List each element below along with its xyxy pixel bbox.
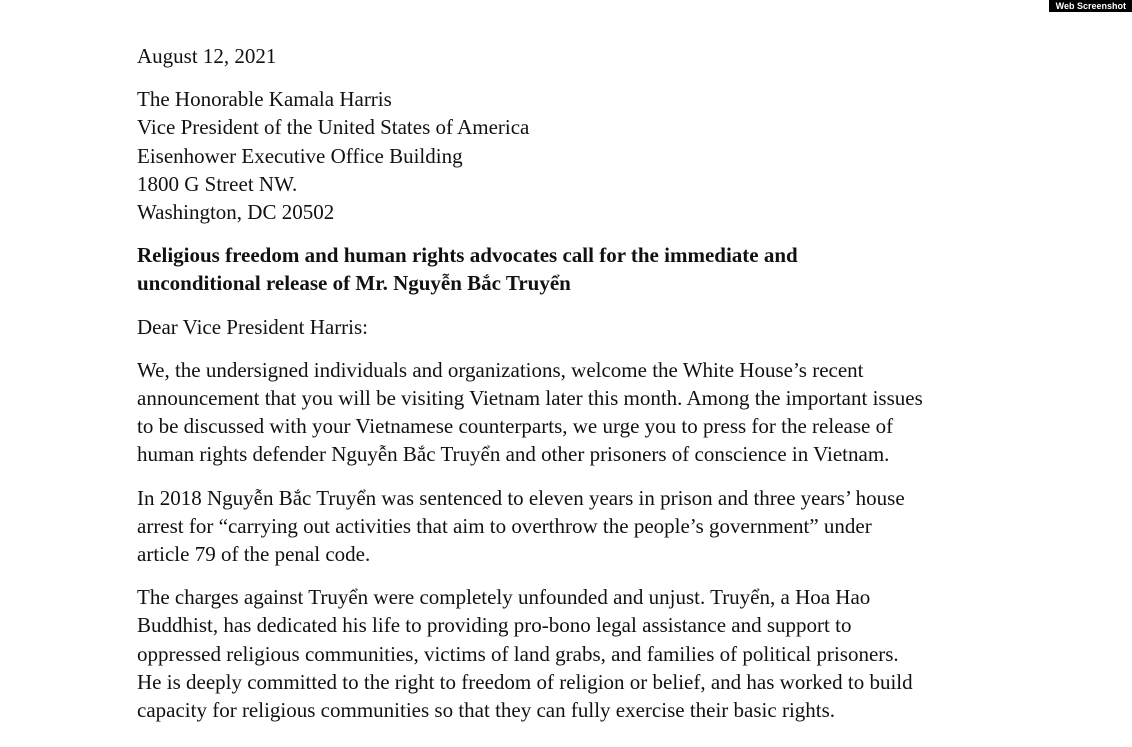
- paragraph-line: human rights defender Nguyễn Bắc Truyển and other prisoners of conscience in Vietnam.: [137, 442, 890, 467]
- paragraph-line: The charges against Truyển were completely unfounded and unjust. Truyển, a Hoa Hao: [137, 585, 871, 610]
- paragraph-line: oppressed religious communities, victims of land grabs, and families of political prisoners.: [137, 641, 899, 666]
- paragraph-line: announcement that you will be visiting Vietnam later this month. Among the important issues: [137, 386, 923, 411]
- paragraph-line: Buddhist, has dedicated his life to providing pro-bono legal assistance and support to: [137, 613, 852, 638]
- recipient-address: [137, 85, 1017, 226]
- address-line: The Honorable Kamala Harris: [137, 87, 392, 112]
- salutation: Dear Vice President Harris:: [137, 314, 369, 339]
- address-line: Vice President of the United States of America: [137, 115, 530, 140]
- paragraph-line: capacity for religious communities so that they can fully exercise their basic rights.: [137, 698, 836, 723]
- address-line: Eisenhower Executive Office Building: [137, 143, 463, 168]
- subject-line: unconditional release of Mr. Nguyễn Bắc Truyển: [137, 271, 571, 296]
- address-line: 1800 G Street NW.: [137, 171, 298, 196]
- web-screenshot-badge: Web Screenshot: [1049, 0, 1132, 12]
- paragraph-line: We, the undersigned individuals and organizations, welcome the White House’s recent: [137, 357, 864, 382]
- paragraph-line: He is deeply committed to the right to freedom of religion or belief, and has worked to build: [137, 669, 913, 694]
- paragraph-line: arrest for “carrying out activities that aim to overthrow the people’s government” under: [137, 513, 872, 538]
- paragraph-2: [137, 484, 1017, 569]
- paragraph-3: [137, 583, 1017, 724]
- subject-line: Religious freedom and human rights advocates call for the immediate and: [137, 243, 798, 268]
- letter-document: [137, 42, 1017, 739]
- paragraph-line: to be discussed with your Vietnamese counterparts, we urge you to press for the release of: [137, 414, 894, 439]
- paragraph-line: article 79 of the penal code.: [137, 542, 371, 567]
- letter-date: August 12, 2021: [137, 44, 277, 68]
- paragraph-1: [137, 356, 1017, 469]
- address-line: Washington, DC 20502: [137, 200, 335, 225]
- paragraph-line: In 2018 Nguyễn Bắc Truyển was sentenced to eleven years in prison and three years’ house: [137, 485, 905, 510]
- letter-subject: [137, 241, 1017, 297]
